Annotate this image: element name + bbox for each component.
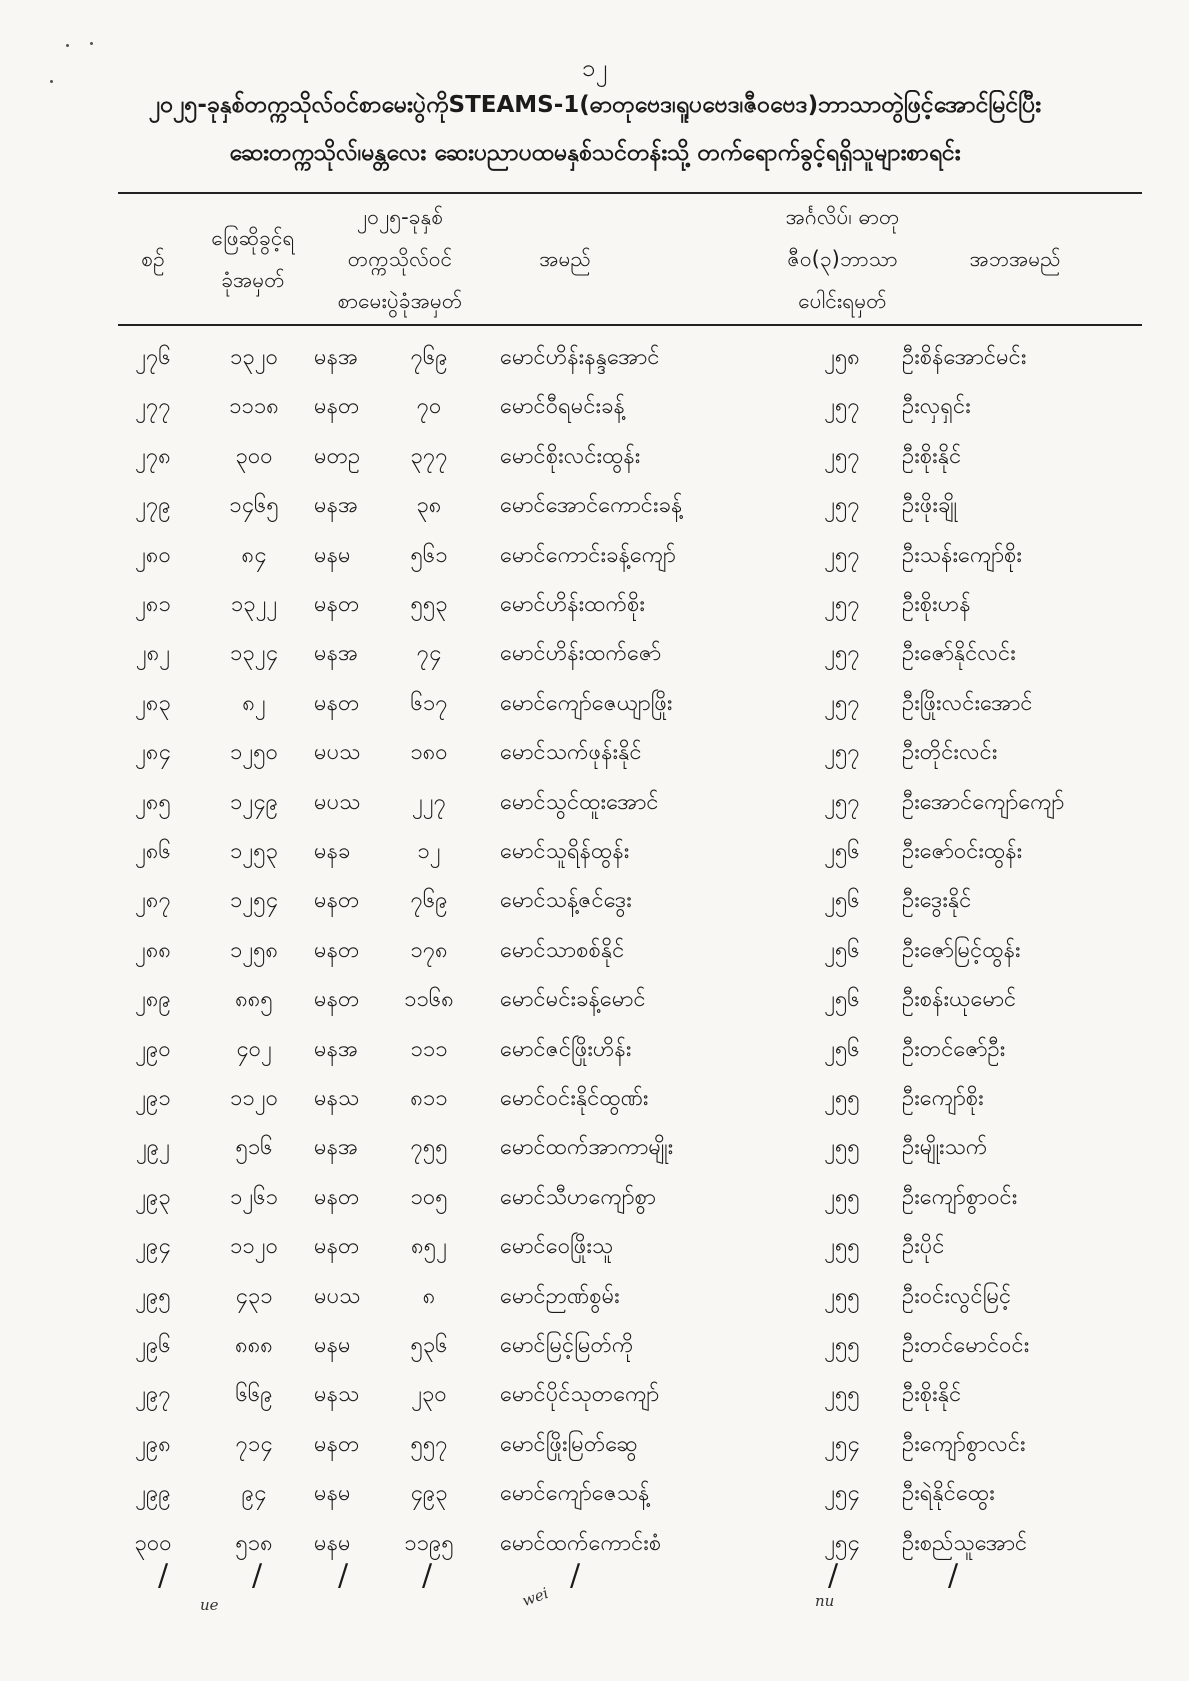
- table-row: [0, 1075, 1189, 1124]
- header-label: အဘအမည်: [969, 247, 1061, 271]
- total-marks-cell: ၂၅၅: [824, 1184, 860, 1210]
- table-row: [0, 976, 1189, 1025]
- matric-number-cell: ၈: [422, 1283, 436, 1309]
- father-name-cell: ဦးသန်းကျော်စိုး: [902, 542, 1022, 568]
- serial-number-cell: ၃၀၀: [134, 1530, 172, 1556]
- student-name-cell: မောင်စိုးလင်းထွန်း: [500, 443, 641, 469]
- document-title-line-2: ဆေးတက္ကသိုလ်၊မန္တလေး ဆေးပညာပထမနှစ်သင်တန်းသို့ တက်ရောက်ခွင့်ရရှိသူများစာရင်း: [229, 140, 961, 166]
- father-name-cell: ဦးတင်မောင်ဝင်း: [902, 1333, 1030, 1358]
- matric-number-cell: ၅၅၃: [410, 592, 448, 617]
- matric-number-cell: ၅၃၆: [410, 1333, 448, 1358]
- student-name-cell: မောင်သာစစ်နိုင်: [500, 937, 625, 963]
- student-name-cell: မောင်ကျော်ဇေသန့်: [500, 1481, 650, 1507]
- matric-prefix-cell: မနတ: [314, 394, 360, 420]
- scan-speck: [90, 42, 93, 45]
- student-name-cell: မောင်ဟိန်းထက်စိုး: [500, 592, 646, 617]
- father-name-cell: ဦးဖိုးချို: [902, 493, 957, 519]
- matric-prefix-cell: မနမ: [314, 1333, 351, 1358]
- roll-number-cell: ၆၆၉: [235, 1382, 273, 1408]
- father-name-cell: ဦးပိုင်: [902, 1234, 945, 1260]
- roll-number-cell: ၁၁၁၈: [229, 394, 279, 420]
- table-row: [0, 1174, 1189, 1223]
- header-matriculation-number: [300, 196, 500, 322]
- header-total-marks: [745, 196, 940, 322]
- total-marks-cell: ၂၅၇: [824, 394, 860, 420]
- father-name-cell: ဦးကျော်စွာဝင်း: [902, 1184, 1018, 1210]
- total-marks-cell: ၂၅၇: [824, 641, 860, 667]
- matric-number-cell: ၈၅၂: [411, 1234, 447, 1260]
- roll-number-cell: ၁၃၂၂: [230, 592, 278, 617]
- table-row: [0, 581, 1189, 630]
- matric-prefix-cell: မနအ: [314, 493, 359, 519]
- header-label: ခုံအမှတ်: [221, 268, 285, 292]
- roll-number-cell: ၁၃၂၄: [230, 641, 278, 667]
- matric-prefix-cell: မနမ: [314, 542, 351, 568]
- father-name-cell: ဦးတိုင်းလင်း: [902, 740, 998, 766]
- total-marks-cell: ၂၅၇: [824, 493, 860, 519]
- student-name-cell: မောင်ဝင်းနိုင်ထွဏ်း: [500, 1086, 649, 1111]
- total-marks-cell: ၂၅၇: [824, 740, 860, 766]
- table-row: [0, 433, 1189, 482]
- father-name-cell: ဦးစိုးနိုင်: [902, 443, 962, 469]
- matric-prefix-cell: မပသ: [314, 740, 361, 766]
- total-marks-cell: ၂၅၅: [824, 1333, 860, 1358]
- document-title-line-1: ၂၀၂၅-ခုနှစ်တက္ကသိုလ်ဝင်စာမေးပွဲကိုSTEAMS-1(ဓာတုဗေဒ၊ရူပဗေဒ၊ဇီဝဗေဒ)ဘာသာတွဲဖြင့်အောင်မြင်ပြီး: [148, 92, 1042, 118]
- matric-number-cell: ၂၃၀: [411, 1382, 447, 1408]
- matric-prefix-cell: မနခ: [314, 839, 351, 864]
- initials-mark: wei: [519, 1584, 551, 1610]
- total-marks-cell: ၂၅၅: [824, 1135, 860, 1161]
- serial-number-cell: ၂၉၈: [135, 1431, 171, 1457]
- page-number: ၁၂: [581, 54, 608, 82]
- tick-mark: /: [252, 1558, 263, 1593]
- father-name-cell: ဦးဝင်းလွင်မြင့်: [902, 1283, 1012, 1309]
- matric-prefix-cell: မနအ: [314, 641, 359, 667]
- total-marks-cell: ၂၅၆: [824, 937, 860, 963]
- matric-number-cell: ၇၆၉: [410, 345, 448, 370]
- serial-number-cell: ၂၈၂: [135, 641, 171, 667]
- matric-number-cell: ၈၁၁: [410, 1086, 448, 1111]
- table-row: [0, 729, 1189, 778]
- roll-number-cell: ၁၂၅၀: [230, 740, 278, 766]
- student-name-cell: မောင်ကောင်းခန့်ကျော်: [500, 542, 676, 568]
- serial-number-cell: ၂၈၁: [135, 592, 171, 617]
- matric-prefix-cell: မနအ: [314, 345, 359, 370]
- father-name-cell: ဦးဇော်ဝင်းထွန်း: [902, 839, 1023, 864]
- signature-row: [0, 1558, 1189, 1618]
- roll-number-cell: ၁၄၆၅: [229, 493, 279, 519]
- matric-number-cell: ၁၇၈: [410, 937, 448, 963]
- student-name-cell: မောင်မြင့်မြတ်ကို: [500, 1333, 634, 1358]
- roll-number-cell: ၈၈၅: [235, 987, 273, 1013]
- father-name-cell: ဦးစိန်အောင်မင်း: [902, 345, 1027, 370]
- matric-number-cell: ၁၁၉၅: [404, 1530, 454, 1556]
- tick-mark: /: [338, 1558, 349, 1593]
- total-marks-cell: ၂၅၆: [824, 839, 860, 864]
- header-label: ၂၀၂၅-ခုနှစ်: [356, 205, 444, 229]
- matric-prefix-cell: မနမ: [314, 1530, 351, 1556]
- student-name-cell: မောင်ဖြိုးမြတ်ဆွေ: [500, 1431, 638, 1457]
- roll-number-cell: ၈၈၈: [235, 1333, 273, 1358]
- header-label: စာမေးပွဲခုံအမှတ်: [337, 289, 463, 313]
- table-row: [0, 383, 1189, 432]
- serial-number-cell: ၂၇၈: [135, 443, 171, 469]
- table-row: [0, 1322, 1189, 1371]
- father-name-cell: ဦးလှရှင်း: [902, 394, 971, 420]
- table-row: [0, 1223, 1189, 1272]
- header-father-name: [940, 196, 1090, 322]
- student-name-cell: မောင်ထက်အာကာမျိုး: [500, 1135, 674, 1161]
- total-marks-cell: ၂၅၅: [824, 1382, 860, 1408]
- table-row: [0, 1470, 1189, 1519]
- student-name-cell: မောင်ကျော်ဇေယျာဖြိုး: [500, 690, 673, 716]
- serial-number-cell: ၂၉၀: [135, 1036, 171, 1062]
- matric-number-cell: ၁၁၁: [410, 1036, 448, 1062]
- table-row: [0, 334, 1189, 383]
- father-name-cell: ဦးဇော်မြင့်ထွန်း: [902, 937, 1021, 963]
- father-name-cell: ဦးဒွေးနိုင်: [902, 888, 972, 914]
- total-marks-cell: ၂၅၈: [824, 345, 860, 370]
- matric-number-cell: ၁၈၀: [410, 740, 448, 766]
- table-row: [0, 1026, 1189, 1075]
- tick-mark: /: [422, 1558, 433, 1593]
- matric-prefix-cell: မနတ: [314, 937, 360, 963]
- student-name-cell: မောင်ဝေဖြိုးသူ: [500, 1234, 614, 1260]
- matric-prefix-cell: မနအ: [314, 1135, 359, 1161]
- roll-number-cell: ၅၁၈: [235, 1530, 273, 1556]
- total-marks-cell: ၂၅၇: [824, 690, 860, 716]
- student-name-cell: မောင်ဉာဏ်စွမ်း: [500, 1283, 620, 1309]
- header-label: တက္ကသိုလ်ဝင်: [347, 247, 453, 271]
- matric-prefix-cell: မနသ: [314, 1382, 360, 1408]
- serial-number-cell: ၂၈၀: [135, 542, 171, 568]
- matric-prefix-cell: မနတ: [314, 987, 360, 1013]
- serial-number-cell: ၂၉၂: [136, 1135, 170, 1161]
- matric-number-cell: ၇၀: [416, 394, 442, 420]
- matric-prefix-cell: မနတ: [314, 690, 360, 716]
- table-row: [0, 630, 1189, 679]
- father-name-cell: ဦးစည်သူအောင်: [902, 1530, 1028, 1556]
- matric-number-cell: ၅၆၁: [410, 542, 448, 568]
- serial-number-cell: ၂၇၆: [135, 345, 171, 370]
- serial-number-cell: ၂၇၇: [135, 394, 171, 420]
- serial-number-cell: ၂၉၇: [135, 1382, 171, 1408]
- matric-number-cell: ၂၂၇: [412, 789, 446, 815]
- scan-speck: [66, 44, 69, 47]
- roll-number-cell: ၄၃၁: [235, 1283, 273, 1309]
- father-name-cell: ဦးအောင်ကျော်ကျော်: [902, 789, 1065, 815]
- serial-number-cell: ၂၈၅: [135, 789, 171, 815]
- matric-number-cell: ၅၅၇: [410, 1431, 448, 1457]
- roll-number-cell: ၈၄: [241, 542, 267, 568]
- student-name-cell: မောင်သက်ဖုန်းနိုင်: [500, 740, 642, 766]
- roll-number-cell: ၇၁၄: [235, 1431, 273, 1457]
- roll-number-cell: ၁၃၂၀: [230, 345, 278, 370]
- serial-number-cell: ၂၉၃: [135, 1184, 171, 1210]
- serial-number-cell: ၂၈၇: [135, 888, 171, 914]
- matric-prefix-cell: မနတ: [314, 592, 360, 617]
- serial-number-cell: ၂၇၉: [135, 493, 171, 519]
- roll-number-cell: ၉၄: [241, 1481, 267, 1507]
- table-row: [0, 1371, 1189, 1420]
- matric-prefix-cell: မပသ: [314, 1283, 361, 1309]
- matric-number-cell: ၁၁၆၈: [404, 987, 454, 1013]
- header-label: အမည်: [539, 247, 591, 271]
- matric-prefix-cell: မနသ: [314, 1086, 360, 1111]
- serial-number-cell: ၂၉၆: [135, 1333, 171, 1358]
- initials-mark: nu: [815, 1592, 835, 1610]
- tick-mark: /: [570, 1558, 581, 1593]
- header-name: [500, 196, 630, 322]
- tick-mark: /: [158, 1558, 169, 1593]
- matric-number-cell: ၁၀၅: [410, 1184, 448, 1210]
- matric-prefix-cell: မနတ: [314, 888, 360, 914]
- matric-number-cell: ၃၇၇: [410, 443, 448, 469]
- matric-prefix-cell: မနတ: [314, 1234, 360, 1260]
- total-marks-cell: ၂၅၅: [824, 1086, 860, 1111]
- roll-number-cell: ၁၁၂၀: [230, 1086, 278, 1111]
- total-marks-cell: ၂၅၆: [824, 987, 860, 1013]
- header-label: ဇီဝ(၃)ဘာသာ: [787, 247, 898, 271]
- header-serial-no: [122, 196, 184, 322]
- total-marks-cell: ၂၅၇: [824, 789, 860, 815]
- roll-number-cell: ၄၀၂: [236, 1036, 272, 1062]
- table-row: [0, 1273, 1189, 1322]
- student-name-cell: မောင်မင်းခန့်မောင်: [500, 987, 646, 1013]
- father-name-cell: ဦးမျိုးသက်: [902, 1135, 988, 1161]
- total-marks-cell: ၂၅၆: [824, 888, 860, 914]
- matric-prefix-cell: မနတ: [314, 1184, 360, 1210]
- table-row: [0, 828, 1189, 877]
- total-marks-cell: ၂၅၇: [824, 592, 860, 617]
- header-label: ဖြေဆိုခွင့်ရ: [211, 226, 295, 250]
- table-row: [0, 1124, 1189, 1173]
- student-name-cell: မောင်ဟိန်းထက်ဇော်: [500, 641, 662, 667]
- tick-mark: /: [948, 1558, 959, 1593]
- matric-number-cell: ၆၁၇: [410, 690, 448, 716]
- matric-prefix-cell: မနတ: [314, 1431, 360, 1457]
- student-name-cell: မောင်ဝီရမင်းခန့်: [500, 394, 625, 420]
- matric-prefix-cell: မနမ: [314, 1481, 351, 1507]
- student-name-cell: မောင်သွင်ထူးအောင်: [500, 789, 659, 815]
- student-name-cell: မောင်သန့်ဇင်ဒွေး: [500, 888, 632, 914]
- total-marks-cell: ၂၅၅: [824, 1283, 860, 1309]
- table-row: [0, 482, 1189, 531]
- roll-number-cell: ၁၂၆၁: [230, 1184, 278, 1210]
- father-name-cell: ဦးကျော်စိုး: [902, 1086, 984, 1111]
- total-marks-cell: ၂၅၄: [824, 1530, 860, 1556]
- total-marks-cell: ၂၅၄: [824, 1481, 860, 1507]
- father-name-cell: ဦးစိုးနိုင်: [902, 1382, 962, 1408]
- table-row: [0, 927, 1189, 976]
- matric-number-cell: ၇၅၅: [410, 1135, 448, 1161]
- father-name-cell: ဦးဇော်နိုင်လင်း: [902, 641, 1016, 667]
- table-row: [0, 532, 1189, 581]
- total-marks-cell: ၂၅၇: [824, 542, 860, 568]
- matric-prefix-cell: မတဥ: [314, 443, 361, 469]
- matric-number-cell: ၇၄: [416, 641, 442, 667]
- serial-number-cell: ၂၈၈: [135, 937, 171, 963]
- matric-number-cell: ၁၂: [417, 839, 441, 864]
- matric-number-cell: ၇၆၉: [410, 888, 448, 914]
- serial-number-cell: ၂၈၃: [135, 690, 171, 716]
- serial-number-cell: ၂၈၉: [135, 987, 171, 1013]
- total-marks-cell: ၂၅၆: [824, 1036, 860, 1062]
- tick-mark: /: [828, 1558, 839, 1593]
- father-name-cell: ဦးတင်ဇော်ဦး: [902, 1036, 1006, 1062]
- roll-number-cell: ၁၂၅၄: [230, 888, 278, 914]
- serial-number-cell: ၂၉၁: [135, 1086, 171, 1111]
- roll-number-cell: ၈၂: [242, 690, 266, 716]
- header-roll-number: [188, 196, 318, 322]
- header-label: အင်္ဂလိပ်၊ ဓာတု: [785, 205, 900, 229]
- student-name-cell: မောင်ဟိန်းနန္ဒအောင်: [500, 345, 660, 370]
- header-label: စဉ်: [141, 247, 165, 271]
- student-name-cell: မောင်သူရိန်ထွန်း: [500, 839, 630, 864]
- father-name-cell: ဦးကျော်စွာလင်း: [902, 1431, 1026, 1457]
- serial-number-cell: ၂၉၅: [135, 1283, 171, 1309]
- table-row: [0, 680, 1189, 729]
- matric-prefix-cell: မပသ: [314, 789, 361, 815]
- matric-number-cell: ၃၈: [416, 493, 442, 519]
- matric-number-cell: ၄၉၃: [410, 1481, 448, 1507]
- father-name-cell: ဦးစိုးဟန်: [902, 592, 971, 617]
- student-name-cell: မောင်အောင်ကောင်းခန့်: [500, 493, 683, 519]
- roll-number-cell: ၁၂၅၈: [229, 937, 279, 963]
- total-marks-cell: ၂၅၇: [824, 443, 860, 469]
- total-marks-cell: ၂၅၄: [824, 1431, 860, 1457]
- table-row: [0, 779, 1189, 828]
- father-name-cell: ဦးစန်းယုမောင်: [902, 987, 1017, 1013]
- serial-number-cell: ၂၈၆: [135, 839, 171, 864]
- student-name-cell: မောင်ဇင်ဖြိုးဟိန်း: [500, 1036, 632, 1062]
- father-name-cell: ဦးရဲနိုင်ထွေး: [902, 1481, 995, 1507]
- roll-number-cell: ၁၂၅၃: [230, 839, 278, 864]
- serial-number-cell: ၂၉၉: [135, 1481, 171, 1507]
- roll-number-cell: ၃၀၀: [235, 443, 273, 469]
- roll-number-cell: ၅၁၆: [235, 1135, 273, 1161]
- table-top-rule: [118, 192, 1142, 194]
- serial-number-cell: ၂၈၄: [135, 740, 171, 766]
- table-row: [0, 877, 1189, 926]
- roll-number-cell: ၁၂၄၉: [230, 789, 278, 815]
- student-name-cell: မောင်ထက်ကောင်းစံ: [500, 1530, 662, 1556]
- total-marks-cell: ၂၅၅: [824, 1234, 860, 1260]
- student-name-cell: မောင်သီဟကျော်စွာ: [500, 1184, 656, 1210]
- table-row: [0, 1421, 1189, 1470]
- table-header-rule: [118, 324, 1142, 326]
- father-name-cell: ဦးဖြိုးလင်းအောင်: [902, 690, 1033, 716]
- roll-number-cell: ၁၁၂၀: [230, 1234, 278, 1260]
- serial-number-cell: ၂၉၄: [135, 1234, 171, 1260]
- matric-prefix-cell: မနအ: [314, 1036, 359, 1062]
- student-name-cell: မောင်ပိုင်သုတကျော်: [500, 1382, 660, 1408]
- initials-mark: ue: [200, 1596, 219, 1614]
- header-label: ပေါင်းရမှတ်: [798, 289, 887, 313]
